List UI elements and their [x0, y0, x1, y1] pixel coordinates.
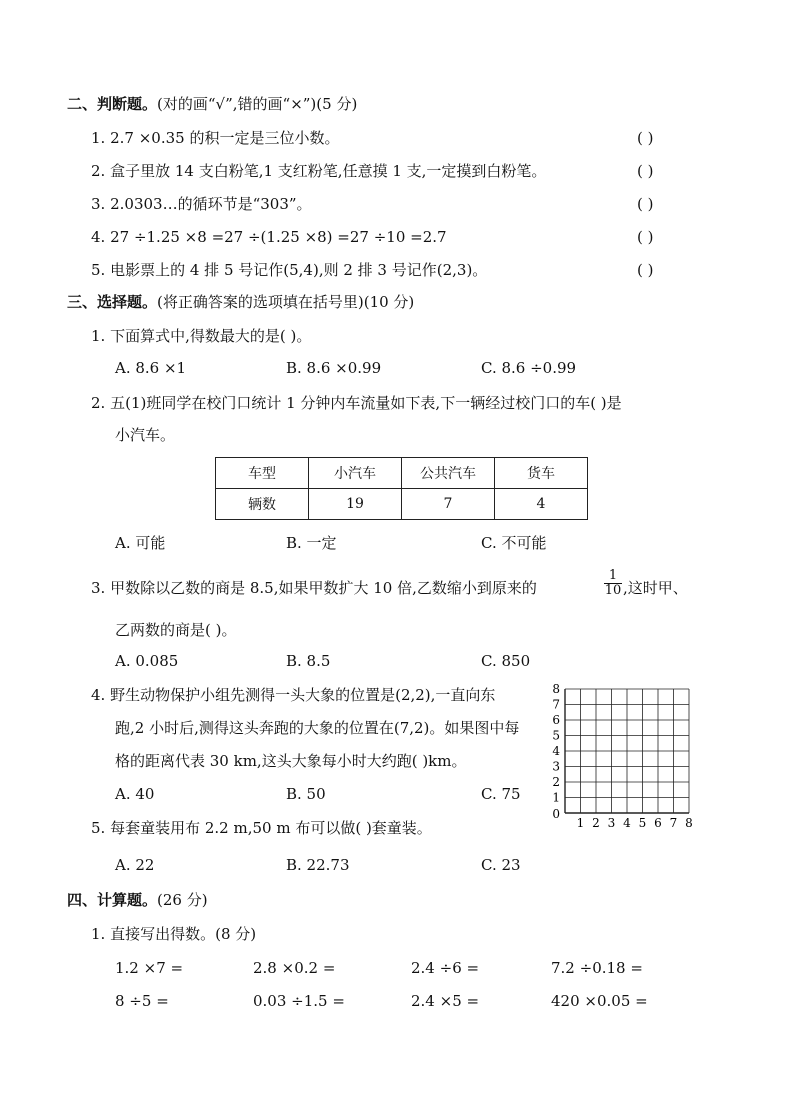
origin-label: 0: [552, 807, 560, 821]
option-a[interactable]: A. 40: [115, 785, 155, 803]
section2-title: 二、判断题。: [67, 95, 158, 113]
item-text: 电影票上的 4 排 5 号记作(5,4),则 2 排 3 号记作(2,3)。: [110, 261, 488, 279]
option-c[interactable]: C. 8.6 ÷0.99: [481, 359, 577, 377]
choice-q4-line1: [91, 685, 495, 705]
option-a[interactable]: A. 8.6 ×1: [115, 359, 187, 377]
item-text: 盒子里放 14 支白粉笔,1 支红粉笔,任意摸 1 支,一定摸到白粉笔。: [110, 162, 547, 180]
x-tick-label: 2: [592, 816, 600, 830]
x-tick-label: 4: [623, 816, 631, 830]
item-number: 3.: [91, 579, 106, 597]
option-b[interactable]: B. 一定: [286, 534, 337, 552]
calc-expression: 7.2 ÷0.18 =: [551, 959, 643, 977]
x-tick-label: 3: [607, 816, 616, 830]
judge-item-2: [91, 161, 546, 181]
section4-title: 四、计算题。: [67, 891, 158, 909]
judge-item-3: [91, 194, 312, 214]
judge-item-4: [91, 227, 447, 247]
section3-heading: [67, 292, 414, 312]
choice-q3-line1: [91, 578, 537, 598]
answer-paren[interactable]: ( ): [637, 195, 654, 213]
item-number: 1.: [91, 129, 106, 147]
section3-title: 三、选择题。: [67, 293, 158, 311]
option-b[interactable]: B. 50: [286, 785, 326, 803]
x-tick-label: 6: [654, 816, 662, 830]
section4-note: (26 分): [157, 891, 208, 909]
choice-q2-line2: 小汽车。: [115, 426, 176, 444]
calc-expression: 8 ÷5 =: [115, 992, 169, 1010]
table-cell: 19: [308, 489, 401, 520]
item-number: 5.: [91, 261, 106, 279]
section2-heading: [67, 94, 357, 114]
item-number: 3.: [91, 195, 106, 213]
item-text: 2.7 ×0.35 的积一定是三位小数。: [110, 129, 340, 147]
table-cell: 小汽车: [308, 458, 401, 489]
y-tick-label: 8: [552, 682, 560, 696]
option-c[interactable]: C. 850: [481, 652, 531, 670]
choice-q3-line2: 乙两数的商是( )。: [115, 621, 237, 639]
answer-paren[interactable]: ( ): [637, 261, 654, 279]
choice-q4-line3: 格的距离代表 30 km,这头大象每小时大约跑( )km。: [115, 752, 467, 770]
fraction-one-tenth: [604, 569, 622, 598]
choice-q5: [91, 818, 432, 838]
option-c[interactable]: C. 75: [481, 785, 521, 803]
answer-paren[interactable]: ( ): [637, 162, 654, 180]
y-tick-label: 3: [552, 759, 560, 774]
option-b[interactable]: B. 22.73: [286, 856, 350, 874]
option-c[interactable]: C. 23: [481, 856, 521, 874]
item-text: 直接写出得数。(8 分): [110, 925, 257, 943]
answer-paren[interactable]: ( ): [637, 129, 654, 147]
option-a[interactable]: A. 22: [115, 856, 155, 874]
item-number: 2.: [91, 394, 106, 412]
y-tick-label: 1: [552, 790, 560, 805]
item-number: 1.: [91, 327, 106, 345]
item-text: 27 ÷1.25 ×8 =27 ÷(1.25 ×8) =27 ÷10 =2.7: [110, 228, 447, 246]
section2-note: (对的画“√”,错的画“×”)(5 分): [157, 95, 358, 113]
option-b[interactable]: B. 8.5: [286, 652, 331, 670]
y-tick-label: 5: [552, 728, 560, 743]
table-row: [216, 489, 588, 520]
judge-item-5: [91, 260, 487, 280]
table-cell: 货车: [495, 458, 588, 489]
item-text: 野生动物保护小组先测得一头大象的位置是(2,2),一直向东: [110, 686, 496, 704]
table-cell: 车型: [216, 458, 309, 489]
item-text: 2.0303…的循环节是“303”。: [110, 195, 312, 213]
section4-heading: [67, 890, 208, 910]
calc-expression: 1.2 ×7 =: [115, 959, 184, 977]
y-tick-label: 6: [552, 713, 560, 727]
x-tick-label: 5: [638, 816, 647, 830]
choice-q1: [91, 326, 311, 346]
item-number: 5.: [91, 819, 106, 837]
item-text: 下面算式中,得数最大的是( )。: [110, 327, 312, 345]
choice-q2-line1: [91, 393, 622, 413]
calc-q1: [91, 924, 256, 944]
table-cell: 4: [495, 489, 588, 520]
table-cell: 公共汽车: [402, 458, 495, 489]
item-text: 甲数除以乙数的商是 8.5,如果甲数扩大 10 倍,乙数缩小到原来的: [110, 579, 537, 597]
table-header-row: [216, 458, 588, 489]
option-c[interactable]: C. 不可能: [481, 534, 547, 552]
choice-q4-line2: 跑,2 小时后,测得这头奔跑的大象的位置在(7,2)。如果图中每: [115, 719, 520, 737]
item-text: 每套童装用布 2.2 m,50 m 布可以做( )套童装。: [110, 819, 432, 837]
option-b[interactable]: B. 8.6 ×0.99: [286, 359, 382, 377]
judge-item-1: [91, 128, 339, 148]
item-text: 五(1)班同学在校门口统计 1 分钟内车流量如下表,下一辆经过校门口的车( )是: [110, 394, 622, 412]
section3-note: (将正确答案的选项填在括号里)(10 分): [157, 293, 415, 311]
calc-expression: 2.4 ×5 =: [411, 992, 480, 1010]
option-a[interactable]: A. 可能: [115, 534, 166, 552]
table-cell: 7: [402, 489, 495, 520]
calc-expression: 2.4 ÷6 =: [411, 959, 480, 977]
answer-paren[interactable]: ( ): [637, 228, 654, 246]
y-tick-label: 2: [552, 775, 560, 789]
x-tick-label: 8: [685, 816, 693, 830]
fraction-numerator: 1: [608, 568, 618, 583]
calc-expression: 420 ×0.05 =: [551, 992, 648, 1010]
x-tick-label: 1: [576, 816, 585, 830]
item-number: 2.: [91, 162, 106, 180]
traffic-table: [215, 457, 588, 520]
table-cell: 辆数: [216, 489, 309, 520]
option-a[interactable]: A. 0.085: [115, 652, 179, 670]
choice-q3-line1-end: ,这时甲、: [623, 579, 688, 597]
fraction-denominator: 10: [604, 583, 622, 598]
y-tick-label: 4: [552, 744, 560, 758]
y-tick-label: 7: [552, 697, 560, 712]
item-number: 1.: [91, 925, 106, 943]
item-number: 4.: [91, 686, 106, 704]
coordinate-grid: [548, 680, 694, 832]
item-number: 4.: [91, 228, 106, 246]
calc-expression: 0.03 ÷1.5 =: [253, 992, 345, 1010]
calc-expression: 2.8 ×0.2 =: [253, 959, 336, 977]
x-tick-label: 7: [669, 816, 678, 830]
